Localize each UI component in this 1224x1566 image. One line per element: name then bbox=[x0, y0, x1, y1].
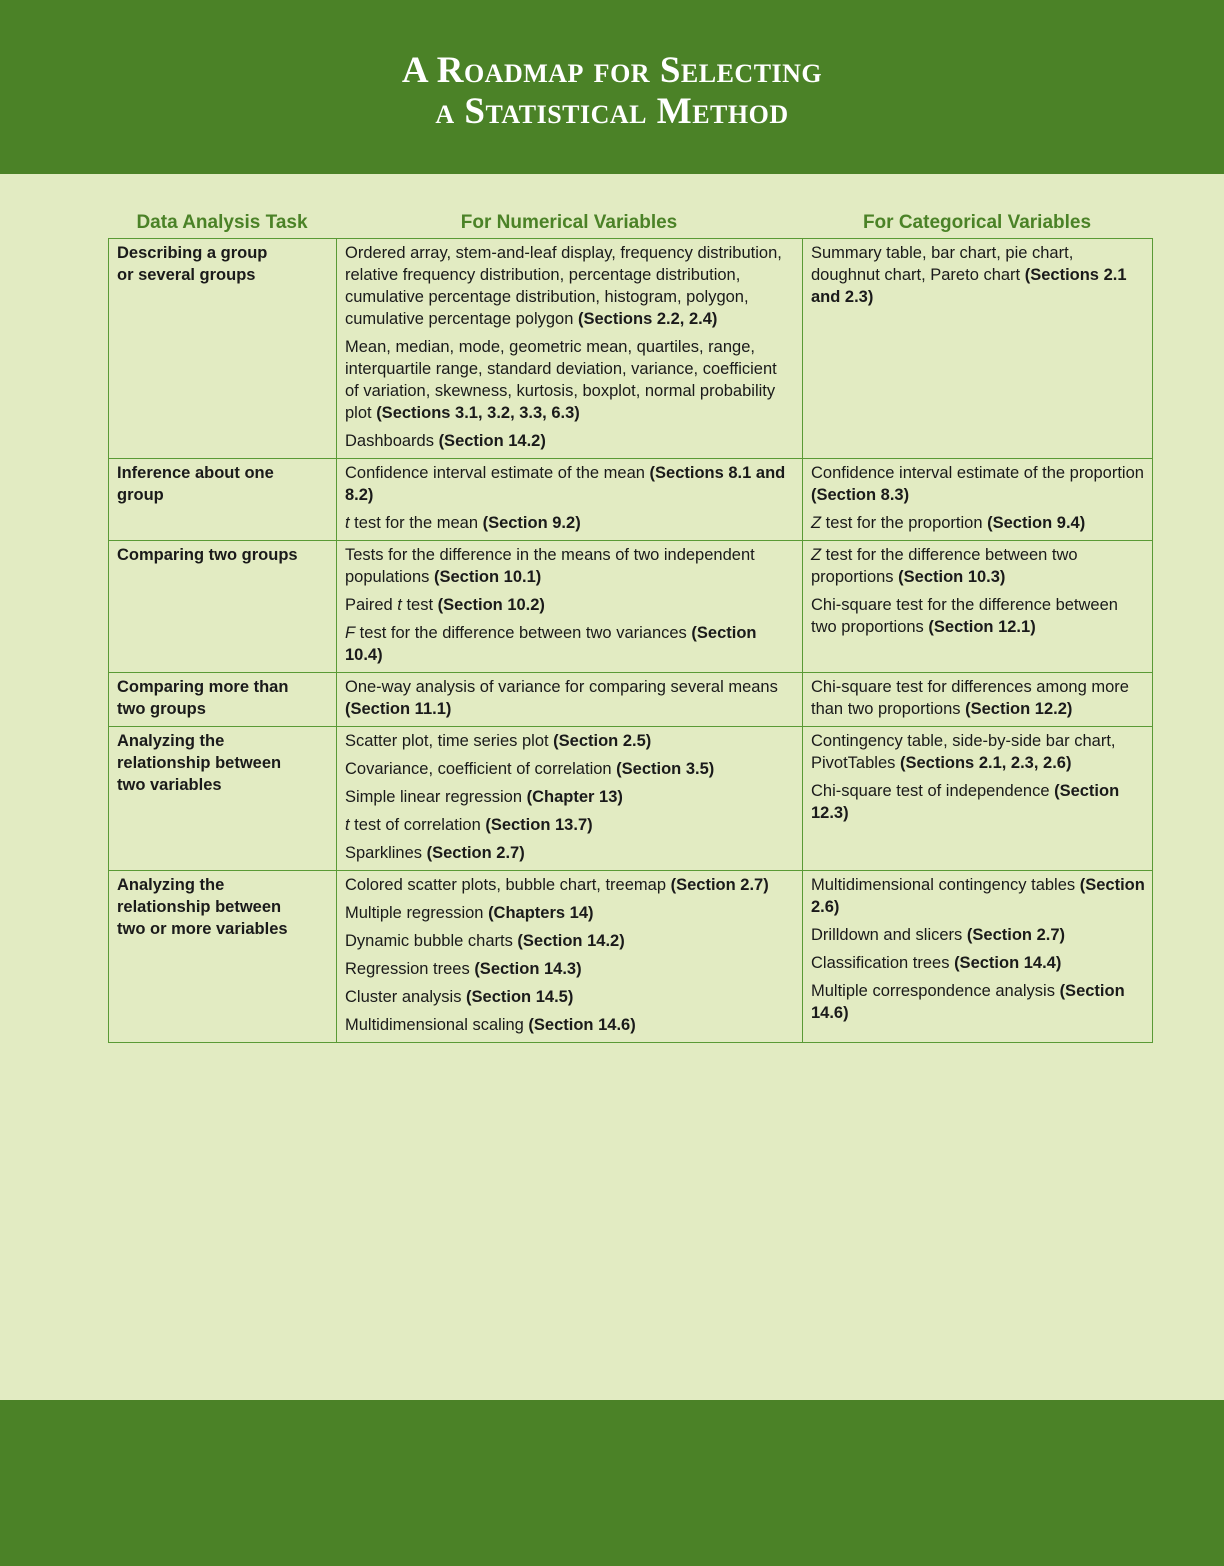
column-header-numerical: For Numerical Variables bbox=[460, 212, 678, 233]
section-reference: (Section 14.6) bbox=[528, 1016, 636, 1034]
method-entry bbox=[345, 242, 795, 330]
method-text: Dashboards bbox=[345, 432, 439, 450]
method-text: Classification trees bbox=[811, 954, 955, 972]
categorical-cell bbox=[803, 871, 1153, 1043]
categorical-cell bbox=[803, 727, 1153, 871]
method-entry bbox=[345, 430, 795, 452]
method-entry bbox=[345, 462, 795, 506]
method-text: test for the difference between two proportions bbox=[811, 546, 1078, 586]
symbol: Z bbox=[811, 514, 822, 532]
section-reference: (Section 2.6) bbox=[811, 876, 1145, 916]
section-reference: (Sections 3.1, 3.2, 3.3, 6.3) bbox=[376, 404, 580, 422]
section-reference: (Section 14.2) bbox=[438, 432, 546, 450]
method-text: Multidimensional scaling bbox=[345, 1016, 529, 1034]
method-entry bbox=[345, 902, 795, 924]
title-line-2: a Statistical Method bbox=[435, 91, 789, 132]
column-header-task: Data Analysis Task bbox=[136, 212, 308, 233]
table-row bbox=[109, 727, 1153, 871]
method-text: Drilldown and slicers bbox=[811, 926, 967, 944]
method-entry bbox=[345, 758, 795, 780]
section-reference: (Sections 8.1 and 8.2) bbox=[345, 464, 786, 504]
method-entry bbox=[811, 676, 1145, 720]
method-entry bbox=[345, 544, 795, 588]
section-reference: (Section 8.3) bbox=[811, 486, 910, 504]
numerical-cell bbox=[337, 727, 803, 871]
task-label-line: Comparing more than bbox=[117, 678, 289, 696]
symbol: F bbox=[345, 624, 356, 642]
method-entry bbox=[345, 930, 795, 952]
method-entry bbox=[345, 512, 795, 534]
method-entry bbox=[811, 730, 1145, 774]
task-label-line: two groups bbox=[117, 700, 206, 718]
table-row bbox=[109, 871, 1153, 1043]
categorical-cell bbox=[803, 239, 1153, 459]
section-reference: (Section 9.4) bbox=[987, 514, 1086, 532]
method-text: Multiple correspondence analysis bbox=[811, 982, 1060, 1000]
method-text: Cluster analysis bbox=[345, 988, 467, 1006]
method-text: Multidimensional contingency tables bbox=[811, 876, 1080, 894]
task-label-line: Analyzing the bbox=[117, 732, 225, 750]
numerical-cell bbox=[337, 871, 803, 1043]
section-reference: (Section 14.6) bbox=[811, 982, 1125, 1022]
method-text: Confidence interval estimate of the proportion bbox=[811, 464, 1144, 482]
symbol: t bbox=[345, 816, 350, 834]
method-entry bbox=[811, 924, 1145, 946]
method-entry bbox=[811, 980, 1145, 1024]
method-text: Simple linear regression bbox=[345, 788, 527, 806]
method-text: Covariance, coefficient of correlation bbox=[345, 760, 617, 778]
section-reference: (Chapters 14) bbox=[488, 904, 594, 922]
symbol: t bbox=[345, 514, 350, 532]
method-text: Scatter plot, time series plot bbox=[345, 732, 554, 750]
task-label-line: two or more variables bbox=[117, 920, 288, 938]
section-reference: (Section 14.3) bbox=[474, 960, 582, 978]
symbol: Z bbox=[811, 546, 822, 564]
method-text: Dynamic bubble charts bbox=[345, 932, 518, 950]
method-text: Mean, median, mode, geometric mean, quartiles, range, interquartile range, standard deviation, variance, coefficient of variation, skewness, kurtosis, boxplot, normal probability plot bbox=[345, 338, 777, 422]
numerical-cell bbox=[337, 239, 803, 459]
method-text: Summary table, bar chart, pie chart, doughnut chart, Pareto chart bbox=[811, 244, 1074, 284]
section-reference: (Chapter 13) bbox=[526, 788, 623, 806]
method-entry bbox=[345, 594, 795, 616]
method-text: Contingency table, side-by-side bar chart, PivotTables bbox=[811, 732, 1116, 772]
task-label-line: Describing a group bbox=[117, 244, 268, 262]
method-entry bbox=[345, 336, 795, 424]
method-text: test bbox=[401, 596, 438, 614]
method-text: test for the mean bbox=[349, 514, 483, 532]
section-reference: (Section 10.2) bbox=[437, 596, 545, 614]
method-entry bbox=[345, 958, 795, 980]
section-reference: (Section 3.5) bbox=[616, 760, 715, 778]
task-label-line: Comparing two groups bbox=[117, 546, 298, 564]
section-reference: (Section 2.7) bbox=[966, 926, 1065, 944]
method-entry bbox=[811, 462, 1145, 506]
section-reference: (Section 10.1) bbox=[434, 568, 542, 586]
roadmap-table bbox=[108, 238, 1153, 1043]
section-reference: (Section 14.4) bbox=[954, 954, 1062, 972]
method-text: Multiple regression bbox=[345, 904, 489, 922]
task-label-line: group bbox=[117, 486, 164, 504]
method-text: test for the difference between two variances bbox=[355, 624, 692, 642]
method-entry bbox=[345, 842, 795, 864]
method-entry bbox=[811, 544, 1145, 588]
section-reference: (Section 2.7) bbox=[670, 876, 769, 894]
method-entry bbox=[345, 1014, 795, 1036]
method-text: test for the proportion bbox=[821, 514, 988, 532]
method-text: Paired bbox=[345, 596, 398, 614]
method-entry bbox=[345, 730, 795, 752]
section-reference: (Section 2.5) bbox=[553, 732, 652, 750]
column-header-categorical: For Categorical Variables bbox=[862, 212, 1092, 233]
method-entry bbox=[811, 512, 1145, 534]
task-label-line: relationship between bbox=[117, 898, 282, 916]
section-reference: (Sections 2.2, 2.4) bbox=[577, 310, 718, 328]
method-text: Ordered array, stem-and-leaf display, frequency distribution, relative frequency distribution, percentage distribution, cumulative percentage distribution, histogram, polygon, cumulative percentage polygon bbox=[345, 244, 782, 328]
section-reference: (Section 14.5) bbox=[466, 988, 574, 1006]
page-title bbox=[0, 50, 1224, 132]
footer-band bbox=[0, 1400, 1224, 1566]
method-text: Colored scatter plots, bubble chart, treemap bbox=[345, 876, 671, 894]
task-cell bbox=[109, 541, 337, 673]
method-entry bbox=[345, 986, 795, 1008]
section-reference: (Section 2.7) bbox=[426, 844, 525, 862]
method-text: Confidence interval estimate of the mean bbox=[345, 464, 650, 482]
table-row bbox=[109, 541, 1153, 673]
method-entry bbox=[345, 874, 795, 896]
method-entry bbox=[345, 786, 795, 808]
task-label-line: relationship between bbox=[117, 754, 282, 772]
method-text: Chi-square test for differences among more than two proportions bbox=[811, 678, 1129, 718]
method-entry bbox=[811, 242, 1145, 308]
task-label-line: Inference about one bbox=[117, 464, 274, 482]
section-reference: (Section 10.4) bbox=[345, 624, 757, 664]
method-entry bbox=[345, 622, 795, 666]
section-reference: (Section 10.3) bbox=[898, 568, 1006, 586]
method-text: Chi-square test for the difference between two proportions bbox=[811, 596, 1118, 636]
method-entry bbox=[345, 814, 795, 836]
task-label-line: or several groups bbox=[117, 266, 256, 284]
section-reference: (Section 13.7) bbox=[485, 816, 593, 834]
numerical-cell bbox=[337, 541, 803, 673]
section-reference: (Sections 2.1, 2.3, 2.6) bbox=[899, 754, 1072, 772]
method-text: Regression trees bbox=[345, 960, 475, 978]
numerical-cell bbox=[337, 459, 803, 541]
title-line-1: A Roadmap for Selecting bbox=[401, 50, 823, 91]
table-row bbox=[109, 459, 1153, 541]
section-reference: (Section 11.1) bbox=[345, 700, 452, 718]
section-reference: (Section 14.2) bbox=[517, 932, 625, 950]
task-cell bbox=[109, 239, 337, 459]
method-entry bbox=[811, 780, 1145, 824]
task-cell bbox=[109, 871, 337, 1043]
section-reference: (Section 12.3) bbox=[811, 782, 1120, 822]
method-entry bbox=[811, 952, 1145, 974]
method-text: Sparklines bbox=[345, 844, 427, 862]
method-text: One-way analysis of variance for comparing several means bbox=[345, 678, 778, 696]
task-label-line: Analyzing the bbox=[117, 876, 225, 894]
task-cell bbox=[109, 727, 337, 871]
method-text: Tests for the difference in the means of two independent populations bbox=[345, 546, 755, 586]
task-cell bbox=[109, 459, 337, 541]
section-reference: (Section 12.1) bbox=[928, 618, 1036, 636]
method-entry bbox=[811, 594, 1145, 638]
categorical-cell bbox=[803, 541, 1153, 673]
table-row bbox=[109, 239, 1153, 459]
task-cell bbox=[109, 673, 337, 727]
task-label-line: two variables bbox=[117, 776, 222, 794]
table-row bbox=[109, 673, 1153, 727]
method-text: test of correlation bbox=[349, 816, 486, 834]
numerical-cell bbox=[337, 673, 803, 727]
method-entry bbox=[345, 676, 795, 720]
symbol: t bbox=[397, 596, 402, 614]
categorical-cell bbox=[803, 459, 1153, 541]
categorical-cell bbox=[803, 673, 1153, 727]
method-entry bbox=[811, 874, 1145, 918]
method-text: Chi-square test of independence bbox=[811, 782, 1055, 800]
section-reference: (Section 12.2) bbox=[965, 700, 1073, 718]
section-reference: (Sections 2.1 and 2.3) bbox=[811, 266, 1127, 306]
section-reference: (Section 9.2) bbox=[482, 514, 581, 532]
